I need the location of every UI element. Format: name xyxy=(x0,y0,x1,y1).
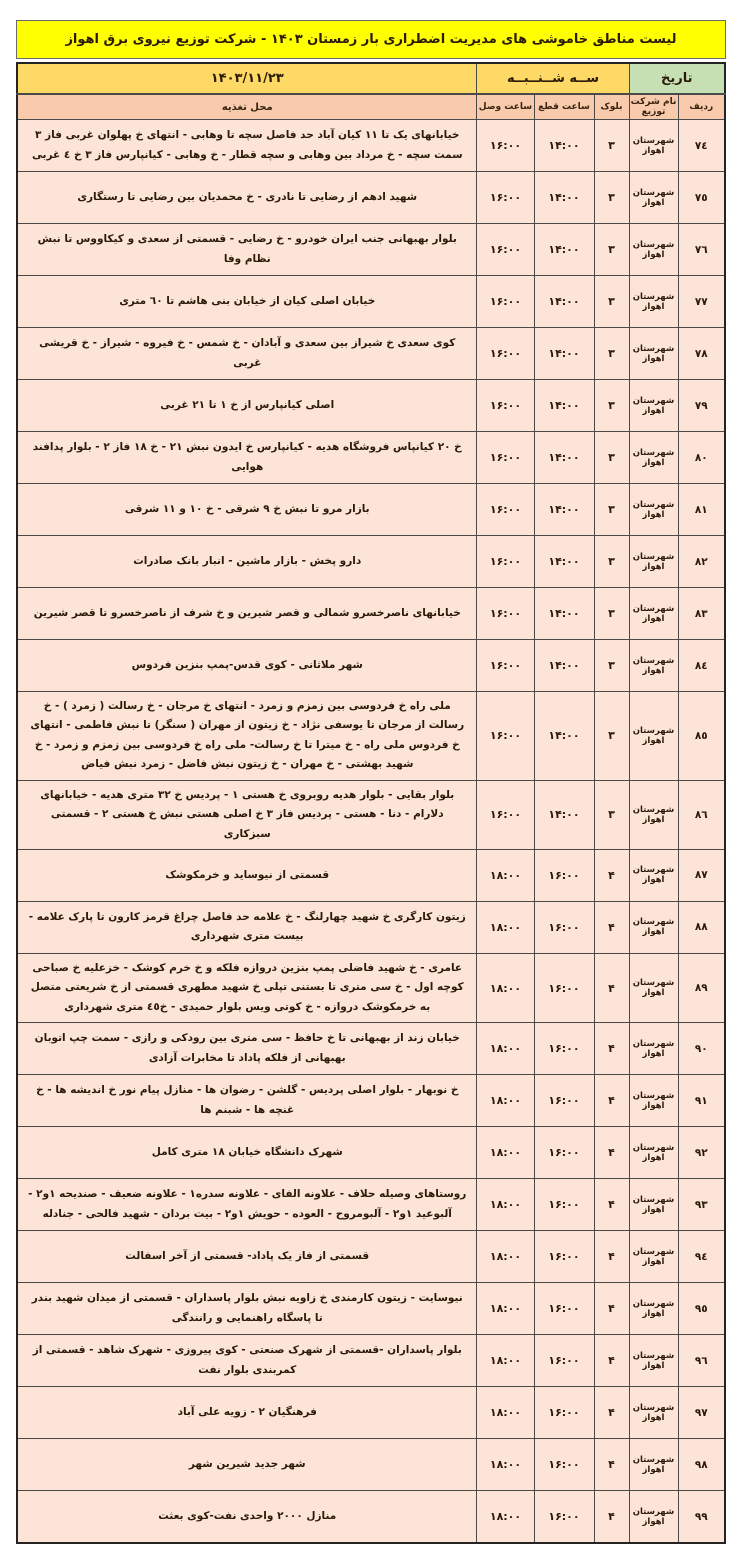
block-cell: ۴ xyxy=(594,849,629,901)
location-cell: فرهنگیان ۲ - زویه علی آباد xyxy=(17,1387,477,1439)
location-cell: عامری - خ شهید فاضلی پمپ بنزین دروازه فلکه و خ خرم کوشک - خزعلیه خ صباحی کوچه اول - خ سی متری تا بستنی تپلی خ شهید مطهری قسمتی از خ شریعتی متصل به خرمکوشک دروازه - خ کوتی ویس بلوار حمیدی - خ٤٥ متری شهرداری xyxy=(17,953,477,1022)
company-cell: شهرستان اهواز xyxy=(629,484,678,536)
cut-time-cell: ۱۴:۰۰ xyxy=(534,276,594,328)
block-cell: ۴ xyxy=(594,901,629,953)
reconnect-time-cell: ۱۶:۰۰ xyxy=(477,432,534,484)
block-cell: ۴ xyxy=(594,1231,629,1283)
table-row xyxy=(17,224,725,276)
block-cell: ۳ xyxy=(594,640,629,692)
table-header xyxy=(17,63,725,120)
cut-time-cell: ۱۶:۰۰ xyxy=(534,1127,594,1179)
company-cell: شهرستان اهواز xyxy=(629,1387,678,1439)
table-row xyxy=(17,1335,725,1387)
row-number-cell: ٨٢ xyxy=(678,536,725,588)
block-cell: ۴ xyxy=(594,1023,629,1075)
location-cell: خ نوبهار - بلوار اصلی پردیس - گلشن - رضوان ها - منازل پیام نور خ اندیشه ها - خ غنچه ها - شبنم ها xyxy=(17,1075,477,1127)
block-cell: ۴ xyxy=(594,1335,629,1387)
reconnect-time-cell: ۱۸:۰۰ xyxy=(477,1439,534,1491)
reconnect-time-cell: ۱۸:۰۰ xyxy=(477,1335,534,1387)
company-cell: شهرستان اهواز xyxy=(629,1335,678,1387)
row-number-cell: ٧٦ xyxy=(678,224,725,276)
block-cell: ۳ xyxy=(594,536,629,588)
block-cell: ۳ xyxy=(594,276,629,328)
company-cell: شهرستان اهواز xyxy=(629,640,678,692)
table-row xyxy=(17,1127,725,1179)
table-body xyxy=(17,120,725,1544)
table-row xyxy=(17,484,725,536)
row-number-cell: ٨٠ xyxy=(678,432,725,484)
cut-time-cell: ۱۴:۰۰ xyxy=(534,484,594,536)
location-cell: اصلی کیانپارس از خ ۱ تا ۲۱ غربی xyxy=(17,380,477,432)
reconnect-time-cell: ۱۸:۰۰ xyxy=(477,1387,534,1439)
reconnect-time-cell: ۱۸:۰۰ xyxy=(477,849,534,901)
table-row xyxy=(17,1387,725,1439)
block-cell: ۳ xyxy=(594,588,629,640)
table-row xyxy=(17,1075,725,1127)
reconnect-time-cell: ۱۸:۰۰ xyxy=(477,1127,534,1179)
cut-time-cell: ۱۶:۰۰ xyxy=(534,1179,594,1231)
reconnect-time-cell: ۱۸:۰۰ xyxy=(477,953,534,1022)
row-number-cell: ٩٦ xyxy=(678,1335,725,1387)
company-cell: شهرستان اهواز xyxy=(629,780,678,849)
reconnect-time-cell: ۱۶:۰۰ xyxy=(477,640,534,692)
company-cell: شهرستان اهواز xyxy=(629,224,678,276)
row-number-cell: ٩٤ xyxy=(678,1231,725,1283)
weekday-label: ســه شــنــبــه xyxy=(477,63,629,94)
company-cell: شهرستان اهواز xyxy=(629,692,678,781)
block-cell: ۴ xyxy=(594,1075,629,1127)
reconnect-time-cell: ۱۸:۰۰ xyxy=(477,1491,534,1544)
cut-time-cell: ۱۴:۰۰ xyxy=(534,780,594,849)
row-number-cell: ٩٥ xyxy=(678,1283,725,1335)
column-header-row xyxy=(17,94,725,120)
reconnect-time-cell: ۱۶:۰۰ xyxy=(477,780,534,849)
location-cell: زیتون کارگری خ شهید چهارلنگ - خ علامه حد فاصل چراغ قرمز کارون تا پارک علامه - بیست متری شهرداری xyxy=(17,901,477,953)
row-number-cell: ٨٦ xyxy=(678,780,725,849)
cut-time-cell: ۱۴:۰۰ xyxy=(534,120,594,172)
row-number-cell: ٨١ xyxy=(678,484,725,536)
column-header-cut-time: ساعت قطع xyxy=(534,94,594,120)
table-row xyxy=(17,380,725,432)
location-cell: دارو پخش - بازار ماشین - انبار بانک صادرات xyxy=(17,536,477,588)
table-row xyxy=(17,780,725,849)
location-cell: خیابان اصلی کیان از خیابان بنی هاشم تا ٦٠ متری xyxy=(17,276,477,328)
company-cell: شهرستان اهواز xyxy=(629,1231,678,1283)
location-cell: شهید ادهم از رضایی تا نادری - خ محمدیان بین رضایی تا رستگاری xyxy=(17,172,477,224)
row-number-cell: ٧٤ xyxy=(678,120,725,172)
company-cell: شهرستان اهواز xyxy=(629,849,678,901)
reconnect-time-cell: ۱۸:۰۰ xyxy=(477,1231,534,1283)
reconnect-time-cell: ۱۶:۰۰ xyxy=(477,536,534,588)
table-row xyxy=(17,328,725,380)
row-number-cell: ٧٨ xyxy=(678,328,725,380)
block-cell: ۴ xyxy=(594,1127,629,1179)
table-row xyxy=(17,1179,725,1231)
location-cell: بلوار بقایی - بلوار هدیه روبروی خ هستی ۱ - پردیس خ ۳۲ متری هدیه - خیابانهای دلارام - دنا - هستی - پردیس فاز ۳ خ اصلی هستی نبش خ هستی ۲ - قسمتی سبزکاری xyxy=(17,780,477,849)
company-cell: شهرستان اهواز xyxy=(629,1179,678,1231)
cut-time-cell: ۱۴:۰۰ xyxy=(534,328,594,380)
company-cell: شهرستان اهواز xyxy=(629,1439,678,1491)
reconnect-time-cell: ۱۸:۰۰ xyxy=(477,1179,534,1231)
date-band-row xyxy=(17,63,725,94)
table-row xyxy=(17,536,725,588)
location-cell: شهر ملاثانی - کوی قدس-پمپ بنزین فردوس xyxy=(17,640,477,692)
table-row xyxy=(17,692,725,781)
row-number-cell: ٨٩ xyxy=(678,953,725,1022)
reconnect-time-cell: ۱۶:۰۰ xyxy=(477,120,534,172)
location-cell: بلوار بهبهانی جنب ایران خودرو - خ رضایی - قسمتی از سعدی و کیکاووس تا نبش نظام وفا xyxy=(17,224,477,276)
company-cell: شهرستان اهواز xyxy=(629,536,678,588)
block-cell: ۴ xyxy=(594,1283,629,1335)
table-row xyxy=(17,1231,725,1283)
block-cell: ۴ xyxy=(594,1387,629,1439)
location-cell: منازل ۲۰۰۰ واحدی نفت-کوی بعثت xyxy=(17,1491,477,1544)
table-row xyxy=(17,901,725,953)
company-cell: شهرستان اهواز xyxy=(629,276,678,328)
block-cell: ۴ xyxy=(594,1491,629,1544)
reconnect-time-cell: ۱۶:۰۰ xyxy=(477,328,534,380)
cut-time-cell: ۱۶:۰۰ xyxy=(534,1283,594,1335)
cut-time-cell: ۱۶:۰۰ xyxy=(534,1335,594,1387)
location-cell: خیابانهای یک تا ۱۱ کیان آباد حد فاصل سچه تا وهابی - انتهای خ پهلوان غربی فاز ۳ سمت سچه - خ مرداد بین وهابی و سچه قطار - خ وهابی - کیانپارس فاز ۳ خ ٤ غربی xyxy=(17,120,477,172)
location-cell: خیابان زند از بهبهانی تا خ حافظ - سی متری بین رودکی و رازی - سمت چپ اتوبان بهبهانی از فلکه پاداد تا مخابرات آزادی xyxy=(17,1023,477,1075)
row-number-cell: ٧٥ xyxy=(678,172,725,224)
table-row xyxy=(17,120,725,172)
company-cell: شهرستان اهواز xyxy=(629,120,678,172)
table-row xyxy=(17,640,725,692)
block-cell: ۳ xyxy=(594,692,629,781)
outage-schedule-table xyxy=(16,62,726,1544)
table-row xyxy=(17,172,725,224)
column-header-company: نام شرکت توزیع xyxy=(629,94,678,120)
company-cell: شهرستان اهواز xyxy=(629,1127,678,1179)
row-number-cell: ٨٤ xyxy=(678,640,725,692)
row-number-cell: ٩٠ xyxy=(678,1023,725,1075)
reconnect-time-cell: ۱۶:۰۰ xyxy=(477,224,534,276)
row-number-cell: ٨٥ xyxy=(678,692,725,781)
company-cell: شهرستان اهواز xyxy=(629,432,678,484)
cut-time-cell: ۱۶:۰۰ xyxy=(534,901,594,953)
date-label: تاریخ xyxy=(629,63,725,94)
row-number-cell: ٧٧ xyxy=(678,276,725,328)
cut-time-cell: ۱۴:۰۰ xyxy=(534,692,594,781)
row-number-cell: ٩٧ xyxy=(678,1387,725,1439)
cut-time-cell: ۱۴:۰۰ xyxy=(534,536,594,588)
reconnect-time-cell: ۱۶:۰۰ xyxy=(477,588,534,640)
cut-time-cell: ۱۶:۰۰ xyxy=(534,1023,594,1075)
location-cell: بلوار پاسداران -قسمتی از شهرک صنعتی - کوی پیروزی - شهرک شاهد - قسمتی از کمربندی بلوار نفت xyxy=(17,1335,477,1387)
reconnect-time-cell: ۱۶:۰۰ xyxy=(477,484,534,536)
block-cell: ۳ xyxy=(594,484,629,536)
cut-time-cell: ۱۴:۰۰ xyxy=(534,588,594,640)
cut-time-cell: ۱۶:۰۰ xyxy=(534,1231,594,1283)
location-cell: قسمتی از نیوساید و خرمکوشک xyxy=(17,849,477,901)
block-cell: ۳ xyxy=(594,380,629,432)
reconnect-time-cell: ۱۶:۰۰ xyxy=(477,172,534,224)
location-cell: نیوسایت - زیتون کارمندی خ زاویه نبش بلوار پاسداران - قسمتی از میدان شهید بندر تا پاسگاه راهنمایی و رانندگی xyxy=(17,1283,477,1335)
table-row xyxy=(17,1491,725,1544)
table-row xyxy=(17,1439,725,1491)
table-row xyxy=(17,953,725,1022)
table-row xyxy=(17,432,725,484)
row-number-cell: ٩٨ xyxy=(678,1439,725,1491)
row-number-cell: ٨٨ xyxy=(678,901,725,953)
location-cell: خیابانهای ناصرخسرو شمالی و قصر شیرین و خ شرف از ناصرخسرو تا قصر شیرین xyxy=(17,588,477,640)
table-row xyxy=(17,588,725,640)
table-row xyxy=(17,849,725,901)
reconnect-time-cell: ۱۸:۰۰ xyxy=(477,1075,534,1127)
block-cell: ۳ xyxy=(594,224,629,276)
location-cell: شهرک دانشگاه خیابان ۱۸ متری کامل xyxy=(17,1127,477,1179)
company-cell: شهرستان اهواز xyxy=(629,1491,678,1544)
location-cell: روستاهای وصیله حلاف - علاونه الفای - علاونه سدره۱ - علاونه ضعیف - صندیحه ۱و۲ - آلبوعید ۱و۲ - آلبومروح - العوده - حویش ۱و۲ - بیت بردان - شهید فالحی - جنادله xyxy=(17,1179,477,1231)
table-row xyxy=(17,1283,725,1335)
reconnect-time-cell: ۱۶:۰۰ xyxy=(477,380,534,432)
block-cell: ۳ xyxy=(594,328,629,380)
reconnect-time-cell: ۱۶:۰۰ xyxy=(477,276,534,328)
company-cell: شهرستان اهواز xyxy=(629,1075,678,1127)
row-number-cell: ٨٧ xyxy=(678,849,725,901)
column-header-block: بلوک xyxy=(594,94,629,120)
reconnect-time-cell: ۱۶:۰۰ xyxy=(477,692,534,781)
block-cell: ۳ xyxy=(594,120,629,172)
cut-time-cell: ۱۶:۰۰ xyxy=(534,849,594,901)
cut-time-cell: ۱۴:۰۰ xyxy=(534,432,594,484)
reconnect-time-cell: ۱۸:۰۰ xyxy=(477,1283,534,1335)
row-number-cell: ٩٣ xyxy=(678,1179,725,1231)
cut-time-cell: ۱۶:۰۰ xyxy=(534,1491,594,1544)
company-cell: شهرستان اهواز xyxy=(629,328,678,380)
row-number-cell: ٨٣ xyxy=(678,588,725,640)
column-header-reconnect-time: ساعت وصل xyxy=(477,94,534,120)
row-number-cell: ٩٢ xyxy=(678,1127,725,1179)
company-cell: شهرستان اهواز xyxy=(629,172,678,224)
location-cell: بازار مرو تا نبش خ ۹ شرقی - خ ۱۰ و ۱۱ شرقی xyxy=(17,484,477,536)
reconnect-time-cell: ۱۸:۰۰ xyxy=(477,1023,534,1075)
cut-time-cell: ۱۴:۰۰ xyxy=(534,380,594,432)
location-cell: ملی راه خ فردوسی بین زمزم و زمرد - انتهای خ مرجان - خ رسالت ( زمرد ) - خ رسالت از مرجان تا یوسفی نژاد - خ زیتون از مهران ( سنگر) تا نبش فاطمی - انتهای خ فردوس ملی راه - خ میترا تا خ رسالت- ملی راه خ فردوسی بین زمزم و زمرد - خ شهید بهشتی - خ مهران - خ زیتون نبش فاضل - زمرد نبش فیاض xyxy=(17,692,477,781)
company-cell: شهرستان اهواز xyxy=(629,953,678,1022)
location-cell: خ ۲۰ کیانپاس فروشگاه هدیه - کیانپارس خ ایدون نبش ۲۱ - خ ۱۸ فاز ۲ - بلوار پدافند هوایی xyxy=(17,432,477,484)
company-cell: شهرستان اهواز xyxy=(629,1283,678,1335)
block-cell: ۳ xyxy=(594,780,629,849)
cut-time-cell: ۱۶:۰۰ xyxy=(534,1387,594,1439)
company-cell: شهرستان اهواز xyxy=(629,588,678,640)
block-cell: ۴ xyxy=(594,953,629,1022)
cut-time-cell: ۱۴:۰۰ xyxy=(534,640,594,692)
block-cell: ۴ xyxy=(594,1179,629,1231)
cut-time-cell: ۱۴:۰۰ xyxy=(534,172,594,224)
cut-time-cell: ۱۶:۰۰ xyxy=(534,1075,594,1127)
block-cell: ۳ xyxy=(594,172,629,224)
cut-time-cell: ۱۶:۰۰ xyxy=(534,953,594,1022)
table-row xyxy=(17,276,725,328)
location-cell: قسمتی از فاز یک پاداد- قسمتی از آخر اسفالت xyxy=(17,1231,477,1283)
block-cell: ۴ xyxy=(594,1439,629,1491)
company-cell: شهرستان اهواز xyxy=(629,380,678,432)
page-title: لیست مناطق خاموشی های مدیریت اضطراری بار زمستان ۱۴۰۳ - شرکت توزیع نیروی برق اهواز xyxy=(16,20,726,59)
reconnect-time-cell: ۱۸:۰۰ xyxy=(477,901,534,953)
company-cell: شهرستان اهواز xyxy=(629,1023,678,1075)
column-header-row-number: ردیف xyxy=(678,94,725,120)
row-number-cell: ٩٩ xyxy=(678,1491,725,1544)
row-number-cell: ٩١ xyxy=(678,1075,725,1127)
column-header-location: محل تغذیه xyxy=(17,94,477,120)
cut-time-cell: ۱۴:۰۰ xyxy=(534,224,594,276)
company-cell: شهرستان اهواز xyxy=(629,901,678,953)
location-cell: کوی سعدی خ شیراز بین سعدی و آبادان - خ شمس - خ فیروه - شیراز - خ قریشی غربی xyxy=(17,328,477,380)
row-number-cell: ٧٩ xyxy=(678,380,725,432)
block-cell: ۳ xyxy=(594,432,629,484)
cut-time-cell: ۱۶:۰۰ xyxy=(534,1439,594,1491)
table-row xyxy=(17,1023,725,1075)
date-value: ۱۴۰۳/۱۱/۲۳ xyxy=(17,63,477,94)
location-cell: شهر جدید شیرین شهر xyxy=(17,1439,477,1491)
